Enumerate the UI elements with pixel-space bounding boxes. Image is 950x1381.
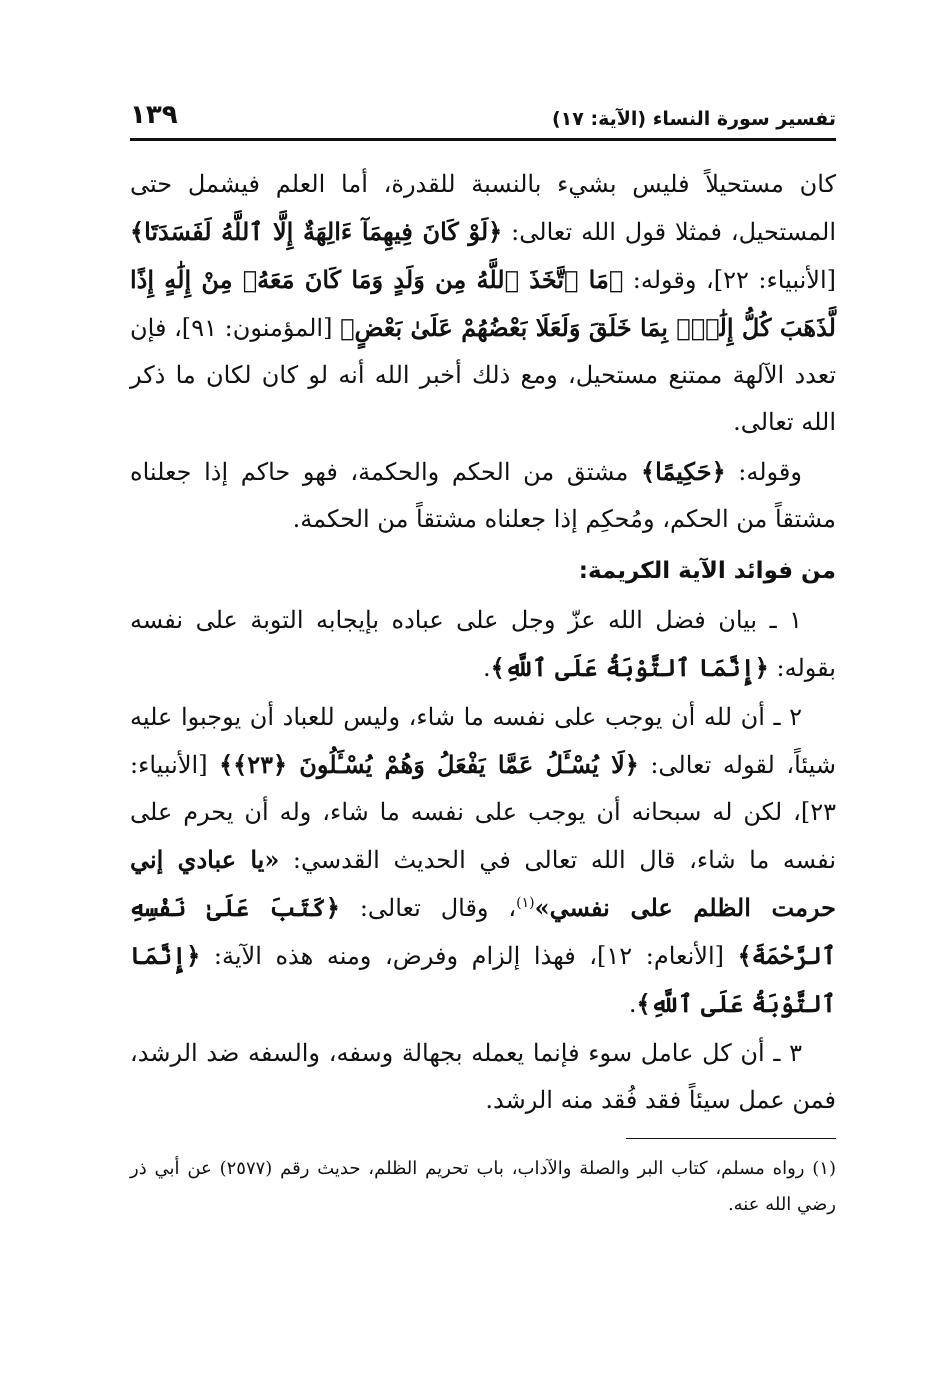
footnote: (١) رواه مسلم، كتاب البر والصلة والآداب، باب تحريم الظلم، حديث رقم (٢٥٧٧) عن أبي ذر رضي الله عنه. [130,1158,836,1215]
benefit-item-1 [130,597,836,692]
paragraph-text [130,161,836,446]
section-heading: من فوائد الآية الكريمة: [578,558,836,584]
quran-verse: ﴿لَا يُسْـَٔلُ عَمَّا يَفْعَلُ وَهُمْ يُسْـَٔلُونَ ﴿٢٣﴾﴾ [219,750,639,779]
text-segment: [الأنبياء: ٢٢]، وقوله: [623,266,836,294]
text-segment: ١ ـ بيان فضل الله عزّ وجل على عباده بإيجابه التوبة على نفسه بقوله: [130,606,836,682]
paragraph-text [130,448,836,543]
footnote-rule [626,1138,836,1139]
paragraph-text [130,597,836,692]
hadith-quote: «يا عبادي إني حرمت الظلم على نفسي» [130,845,837,922]
quran-verse: ﴿لَوْ كَانَ فِيهِمَآ ءَالِهَةٌ إِلَّا ٱللَّهُ لَفَسَدَتَا﴾ [130,217,503,246]
text-segment: وقوله: [725,458,802,486]
book-page [130,100,836,1223]
text-segment: [الأنعام: ١٢]، فهذا إلزام وفرض، ومنه هذه الآية: [200,942,738,970]
paragraph-text: ٣ ـ أن كل عامل سوء فإنما يعمله بجهالة وسفه، والسفه ضد الرشد، فمن عمل سيئاً فقد فُقد منه الرشد. [130,1039,836,1114]
paragraph-hakim [130,448,836,543]
text-segment: [المؤمنون: ٩١]، فإن تعدد الآلهة ممتنع مستحيل، ومع ذلك أخبر الله أنه لو كان لكان ما ذكر الله تعالى. [130,314,836,436]
text-segment: . [628,990,637,1018]
text-segment: ، وقال تعالى: [339,894,517,922]
benefit-item-3 [130,1030,836,1124]
quran-verse: ﴿إِنَّمَا ٱلتَّوْبَةُ عَلَى ٱللَّهِ﴾ [130,941,836,1018]
quran-verse: ﴿مَا ٱتَّخَذَ ٱللَّهُ مِن وَلَدٍ وَمَا كَانَ مَعَهُۥ مِنْ إِلَٰهٍ إِذًا لَّذَهَبَ كُلُّ إِلَٰهِۭ بِمَا خَلَقَ وَلَعَلَا بَعْضُهُمْ عَلَىٰ بَعْضٍ﴾ [130,265,836,342]
quran-verse: ﴿إِنَّمَا ٱلتَّوْبَةُ عَلَى ٱللَّهِ﴾ [490,653,769,682]
text-segment: مشتق من الحكم والحكمة، فهو حاكم إذا جعلناه مشتقاً من الحكم، ومُحكِم إذا جعلناه مشتقاً من الحكمة. [130,458,836,533]
quran-verse: ﴿حَكِيمًا﴾ [641,457,726,486]
text-segment: [الأنبياء: ٢٣]، لكن له سبحانه أن يوجب على نفسه ما شاء، وله أن يحرم على نفسه ما شاء، قال الله تعالى في الحديث القدسي: [130,751,837,874]
running-title: تفسير سورة النساء (الآية: ١٧) [551,108,836,130]
paragraph-omnipotence [130,161,836,446]
text-segment: كان مستحيلاً فليس بشيء بالنسبة للقدرة، أما العلم فيشمل حتى المستحيل، فمثلا قول الله تعالى: [130,170,836,246]
page-header [130,100,836,138]
page-number: ١٣٩ [130,100,178,130]
quran-verse: ﴿كَتَبَ عَلَىٰ نَفْسِهِ ٱلرَّحْمَةَ﴾ [130,893,836,970]
text-segment: ٢ ـ أن لله أن يوجب على نفسه ما شاء، وليس للعباد أن يوجبوا عليه شيئاً، لقوله تعالى: [130,703,836,779]
paragraph-text [130,694,836,1028]
header-rule [130,138,836,141]
text-segment: . [483,654,491,682]
benefit-item-2 [130,694,836,1028]
footnote-marker[interactable]: (١) [516,895,535,911]
